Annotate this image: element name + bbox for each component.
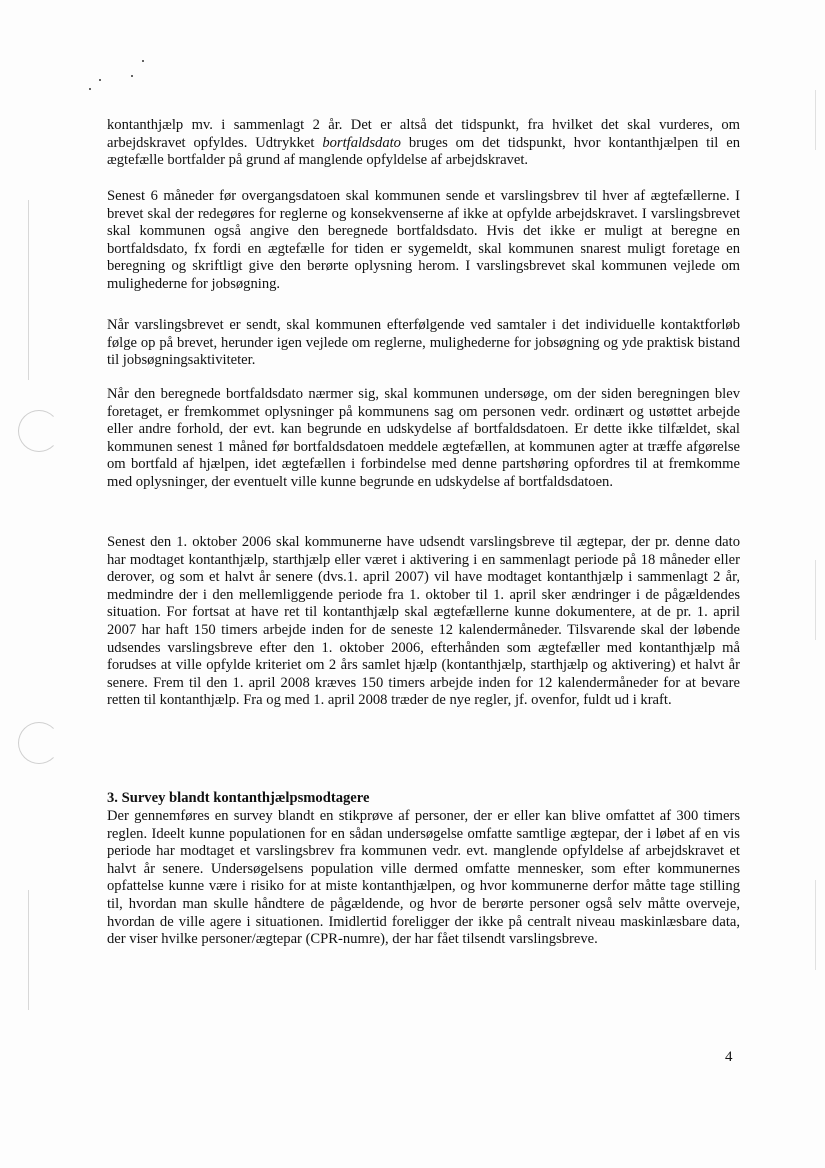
scan-edge-line bbox=[28, 200, 29, 380]
paragraph-5: Senest den 1. oktober 2006 skal kommunerne have udsendt varslingsbreve til ægtepar, der pr. denne dato har modtaget kontanthjælp, starthjælp eller været i aktivering i en sammenlagt periode på 18 måneder eller derover, og som et halvt år senere (dvs.1. april 2007) vil have modtaget kontanthjælp i sammenlagt 2 år, medmindre der i den mellemliggende periode fra 1. oktober til 1. april sker ændringer i de pågældendes situation. For fortsat at have ret til kontanthjælp skal ægtefællerne kunne dokumentere, at de pr. 1. april 2007 har haft 150 timers arbejde inden for de seneste 12 kalendermåneder. Tilsvarende skal der løbende udsendes varslingsbreve efter den 1. oktober 2006, efterhånden som ægtefæller med kontanthjælp må forudses at ville opfylde kriteriet om 2 års samlet hjælp (kontanthjælp, starthjælp og aktivering) et halvt år senere. Frem til den 1. april 2008 kræves 150 timers arbejde inden for 12 kalendermåneder for at bevare retten til kontanthjælp. Fra og med 1. april 2008 træder de nye regler, jf. ovenfor, fuldt ud i kraft. bbox=[107, 534, 740, 709]
scan-speck bbox=[142, 60, 144, 62]
punch-hole-mark bbox=[18, 722, 60, 764]
scan-edge-line bbox=[815, 880, 816, 970]
paragraph-1-text-b: bruges om det tidspunkt, hvor kontanthjælpen til en ægtefælle bortfalder på grund af manglende opfyldelse af arbejdskravet. bbox=[107, 134, 740, 169]
scan-edge-line bbox=[28, 890, 29, 1010]
paragraph-6: Der gennemføres en survey blandt en stikprøve af personer, der er eller kan blive omfattet af 300 timers reglen. Ideelt kunne populationen for en sådan undersøgelse omfatte samtlige ægtepar, der i løbet af en vis periode har modtaget et varslingsbrev fra kommunen vedr. evt. manglende opfyldelse af arbejdskravet et halvt år senere. Undersøgelsens population ville dermed omfatte mennesker, som efter kommunernes opfattelse kunne være i risiko for at miste kontanthjælpen, og hvor kommunerne derfor måtte tage stilling til, hvordan man skulle håndtere de pågældende, og hvor de berørte personer også selv måtte overveje, hvordan de ville agere i situationen. Imidlertid foreligger der ikke på centralt niveau maskinlæsbare data, der viser hvilke personer/ægtepar (CPR-numre), der har fået tilsendt varslingsbreve. bbox=[107, 808, 740, 948]
paragraph-4: Når den beregnede bortfaldsdato nærmer sig, skal kommunen undersøge, om der siden beregningen blev foretaget, er fremkommet oplysninger på kommunens sag om personen vedr. ordinært og ustøttet arbejde eller andre forhold, der evt. kan begrunde en udskydelse af bortfaldsdatoen. Er dette ikke tilfældet, skal kommunen senest 1 måned før bortfaldsdatoen meddele ægtefællen, at kommunen agter at træffe afgørelse om bortfald af hjælpen, idet ægtefællen i forbindelse med denne partshøring opfordres til at fremkomme med oplysninger, der eventuelt ville kunne begrunde en udskydelse af bortfaldsdatoen. bbox=[107, 386, 740, 490]
scan-speck bbox=[89, 88, 91, 90]
punch-hole-mark bbox=[18, 410, 60, 452]
scan-edge-line bbox=[815, 560, 816, 640]
scan-edge-line bbox=[815, 90, 816, 150]
paragraph-1-italic-term: bortfaldsdato bbox=[322, 134, 401, 151]
paragraph-3: Når varslingsbrevet er sendt, skal kommunen efterfølgende ved samtaler i det individuelle kontaktforløb følge op på brevet, herunder igen vejlede om reglerne, mulighederne for jobsøgning og yde praktisk bistand til jobsøgningsaktiviteter. bbox=[107, 317, 740, 369]
paragraph-2: Senest 6 måneder før overgangsdatoen skal kommunen sende et varslingsbrev til hver af ægtefællerne. I brevet skal der redegøres for reglerne og konsekvenserne af ikke at opfylde arbejdskravet. I varslingsbrevet skal kommunen også angive den beregnede bortfaldsdato. Hvis det ikke er muligt at beregne en bortfaldsdato, fx fordi en ægtefælle for tiden er sygemeldt, skal kommunen snarest muligt foretage en beregning og skriftligt give den berørte oplysning herom. I varslingsbrevet skal kommunen vejlede om mulighederne for jobsøgning. bbox=[107, 188, 740, 292]
section-heading: 3. Survey blandt kontanthjælpsmodtagere bbox=[107, 790, 370, 806]
paragraph-1 bbox=[107, 117, 740, 170]
scan-speck bbox=[131, 75, 133, 77]
page-number: 4 bbox=[725, 1049, 733, 1065]
paragraph-1-text-a: kontanthjælp mv. i sammenlagt 2 år. Det er altså det tidspunkt, fra hvilket det skal vurderes, om arbejdskravet opfyldes. Udtrykket bbox=[107, 117, 740, 151]
scan-speck bbox=[99, 79, 101, 81]
